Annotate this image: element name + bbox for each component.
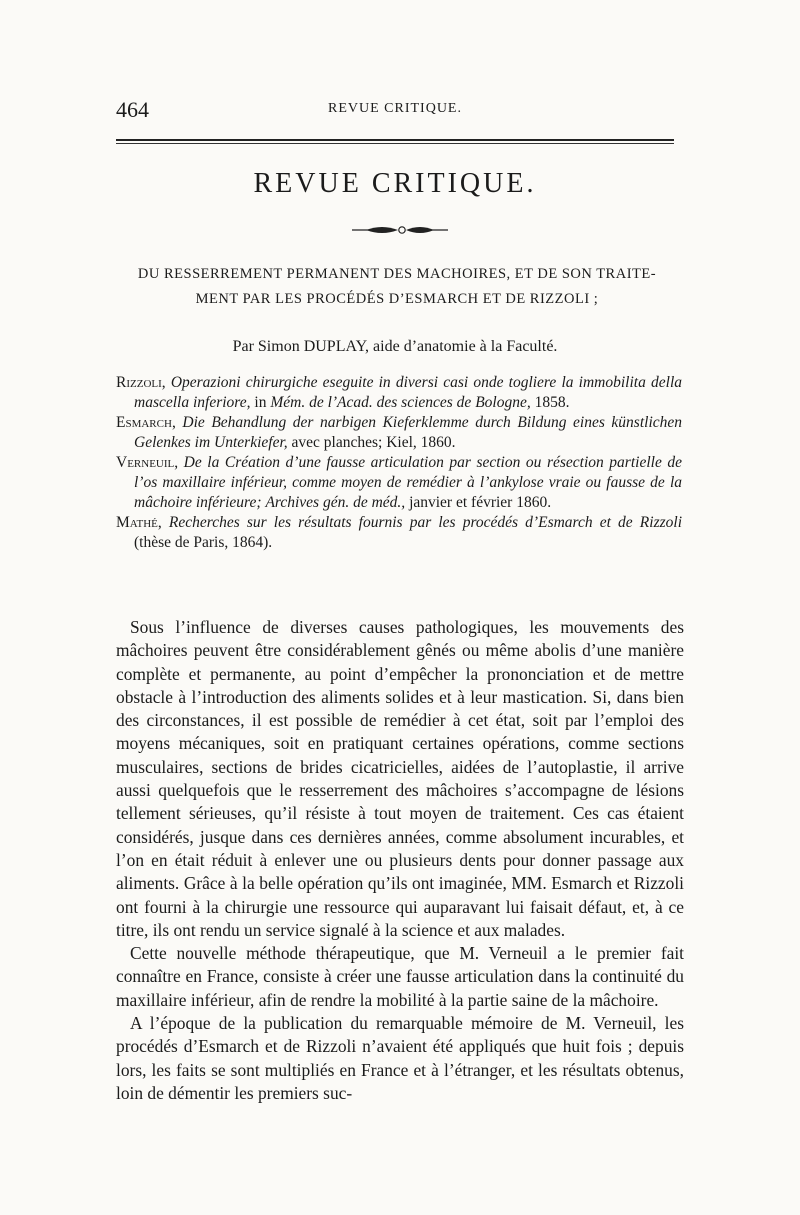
reference-item: Rizzoli, Operazioni chirurgiche eseguite in diversi casi onde togliere la immobilita della mascella inferiore, in Mém. de l’Acad. des sciences de Bologne, 1858. [116,374,683,411]
reference-author: Esmarch [116,414,172,431]
header-rule-thin [116,143,674,144]
reference-author: Verneuil [116,454,175,471]
paragraph: Cette nouvelle méthode thérapeutique, que M. Verneuil a le premier fait connaître en France, consiste à créer une fausse articulation dans la continuité du maxillaire inférieur, afin de rendre la mobilité à la partie saine de la mâchoire. [116,943,684,1010]
paragraph: Sous l’influence de diverses causes pathologiques, les mouvements des mâchoires peuvent être considérablement gênés ou même abolis d’une manière complète et permanente, au point d’empêcher la prononciation et de mettre obstacle à l’introduction des aliments solides et à leur mastication. Si, dans bien des circonstances, il est possible de remédier à cet état, soit par l’emploi des moyens mécaniques, soit en pratiquant certaines opérations, comme sections musculaires, sections de brides cicatricielles, aidées de l’autoplastie, il arrive aussi quelquefois que le resserrement des mâchoires s’accompagne de lésions tellement sérieuses, qu’il résiste à tout moyen de traitement. Ces cas étaient considérés, jusque dans ces dernières années, comme absolument incurables, et l’on en était réduit à enlever une ou plusieurs dents pour donner passage aux aliments. Grâce à la belle opération qu’ils ont imaginée, MM. Esmarch et Rizzoli ont fourni à la chirurgie une ressource qui auparavant lui faisait défaut, et, à ce titre, ils ont rendu un service signalé à la science et aux malades. [116,617,684,940]
reference-item: Verneuil, De la Création d’une fausse articulation par section ou résection partielle de l’os maxillaire inférieur, comme moyen de remédier à l’ankylose vraie ou fausse de la mâchoire inférieure; Archives gén. de méd., janvier et février 1860. [116,454,682,511]
running-title: REVUE CRITIQUE. [328,101,462,116]
running-header [116,97,674,127]
article-title-line-2: MENT PAR LES PROCÉDÉS D’ESMARCH ET DE RIZZOLI ; [195,291,599,307]
body-text [116,616,684,1105]
reference-journal: Archives gén. de méd., [265,494,406,511]
article-title [112,262,682,312]
reference-author: Mathé [116,514,158,531]
reference-item: Mathé, Recherches sur les résultats fournis par les procédés d’Esmarch et de Rizzoli (thèse de Paris, 1864). [116,514,683,551]
references-list [116,373,682,553]
reference-title: Recherches sur les résultats fournis par les procédés d’Esmarch et de Rizzoli [168,514,683,531]
page-title: REVUE CRITIQUE. [253,168,537,199]
paragraph: A l’époque de la publication du remarquable mémoire de M. Verneuil, les procédés d’Esmarch et de Rizzoli n’avaient été appliqués que huit fois ; depuis lors, les faits se sont multipliés en France et à l’étranger, et les résultats obtenus, loin de démentir les premiers suc- [116,1013,684,1103]
reference-item: Esmarch, Die Behandlung der narbigen Kieferklemme durch Bildung eines künstlichen Gelenkes im Unterkiefer, avec planches; Kiel, 1860. [116,414,683,451]
author-line: Par Simon DUPLAY, aide d’anatomie à la Faculté. [232,338,558,355]
page-number: 464 [116,97,149,122]
reference-title: De la Création d’une fausse articulation par section ou résection partielle de l’os maxillaire inférieur, comme moyen de remédier à l’ankylose vraie ou fausse de la mâchoire inférieure; [134,454,682,511]
reference-author: Rizzoli [116,374,162,391]
reference-title: Operazioni chirurgiche eseguite in diversi casi onde togliere la immobilita della mascella inferiore, [134,374,683,411]
reference-title: Die Behandlung der narbigen Kieferklemme durch Bildung eines künstlichen Gelenkes im Unterkiefer, [134,414,683,451]
reference-journal: Mém. de l’Acad. des sciences de Bologne, [270,394,531,411]
header-rule [116,139,674,141]
article-title-line-1: DU RESSERREMENT PERMANENT DES MACHOIRES, ET DE SON TRAITE- [137,266,657,282]
ornament-divider [352,224,448,236]
